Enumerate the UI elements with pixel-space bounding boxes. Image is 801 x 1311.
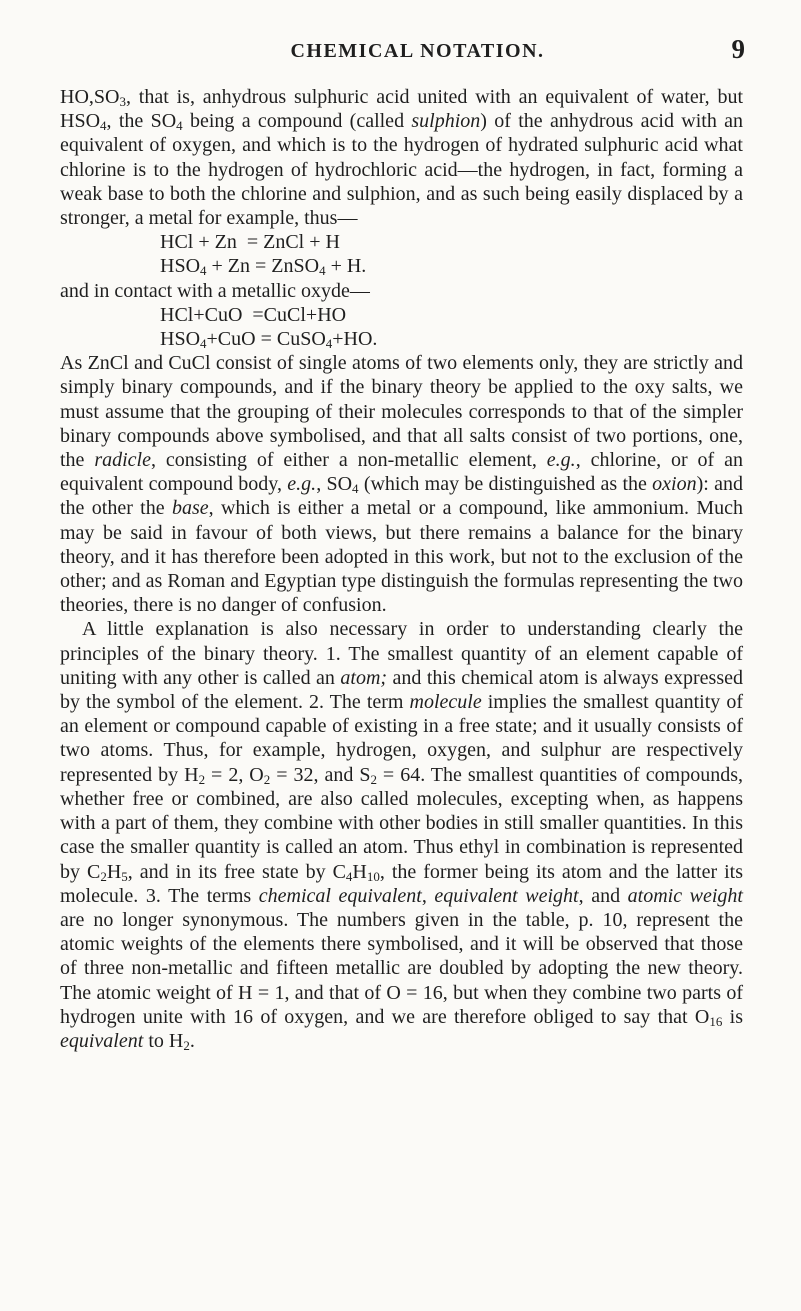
- body-text: [60, 85, 743, 1053]
- page-number: 9: [731, 34, 745, 64]
- paragraph-4: A little explanation is also necessary in order to understanding clearly the principles of the binary theory. 1. The smallest quantity of an element capable of uniting with any other is called an atom; and this chemical atom is always expressed by the symbol of the element. 2. The term molecule implies the smallest quantity of an element or compound capable of existing in a free state; and it usually consists of two atoms. Thus, for example, hydrogen, oxygen, and sulphur are respectively represented by $H_2 = 2$, $O_2 = 32$, and $S_2 = 64$. The smallest quantities of compounds, whether free or combined, are also called molecules, excepting when, as happens with a part of them, they combine with other bodies in still smaller quantities. In this case the smaller quantity is called an atom. Thus ethyl in combination is represented by $C_2H_5$, and in its free state by $C_4H_{10}$, the former being its atom and the latter its molecule. 3. The terms chemical equivalent, equivalent weight, and atomic weight are no longer synonymous. The numbers given in the table, p. 10, represent the atomic weights of the elements there symbolised, and it will be observed that those of three non-metallic and fifteen metallic are doubled by adopting the new theory. The atomic weight of H = 1, and that of O = 16, but when they combine two parts of hydrogen unite with 16 of oxygen, and we are therefore obliged to say that $O_{16}$ is equivalent to $H_2$.: [60, 618, 744, 1053]
- paragraph-1: $HO,SO_3$, that is, anhydrous sulphuric acid united with an equivalent of water, but $HSO_4$, the $SO_4$ being a compound (called sulphion) of the anhydrous acid with an equivalent of oxygen, and which is to the hydrogen of hydrated sulphuric acid what chlorine is to the hydrogen of hydrochloric acid—the hydrogen, in fact, forming a weak base to both the chlorine and sulphion, and as such being easily displaced by a stronger, a metal for example, thus—: [60, 86, 744, 230]
- page-header: [90, 34, 745, 68]
- formula-3: HCl+CuO =CuCl+HO: [160, 303, 347, 326]
- formula-1: HCl + Zn = ZnCl + H: [160, 231, 340, 254]
- running-head: CHEMICAL NOTATION.: [290, 40, 545, 62]
- paragraph-2: and in contact with a metallic oxyde—: [60, 279, 370, 302]
- paragraph-3: As ZnCl and CuCl consist of single atoms of two elements only, they are strictly and simply binary compounds, and if the binary theory be applied to the oxy salts, we must assume that the grouping of their molecules corresponds to that of the simpler binary compounds above symbolised, and that all salts consist of two portions, one, the radicle, consisting of either a non-metallic element, e.g., chlorine, or of an equivalent compound body, e.g., $SO_4$ (which may be distinguished as the oxion): and the other the base, which is either a metal or a compound, like ammonium. Much may be said in favour of both views, but there remains a balance for the binary theory, and it has therefore been adopted in this work, but not to the exclusion of the other; and as Roman and Egyptian type distinguish the formulas representing the two theories, there is no danger of confusion.: [60, 352, 743, 617]
- formula-4: $HSO_4+CuO$ = CuSO$_4$+HO.: [160, 328, 378, 352]
- formula-2: $HSO_4 + Zn$ = ZnSO$_4$ + H.: [160, 255, 367, 279]
